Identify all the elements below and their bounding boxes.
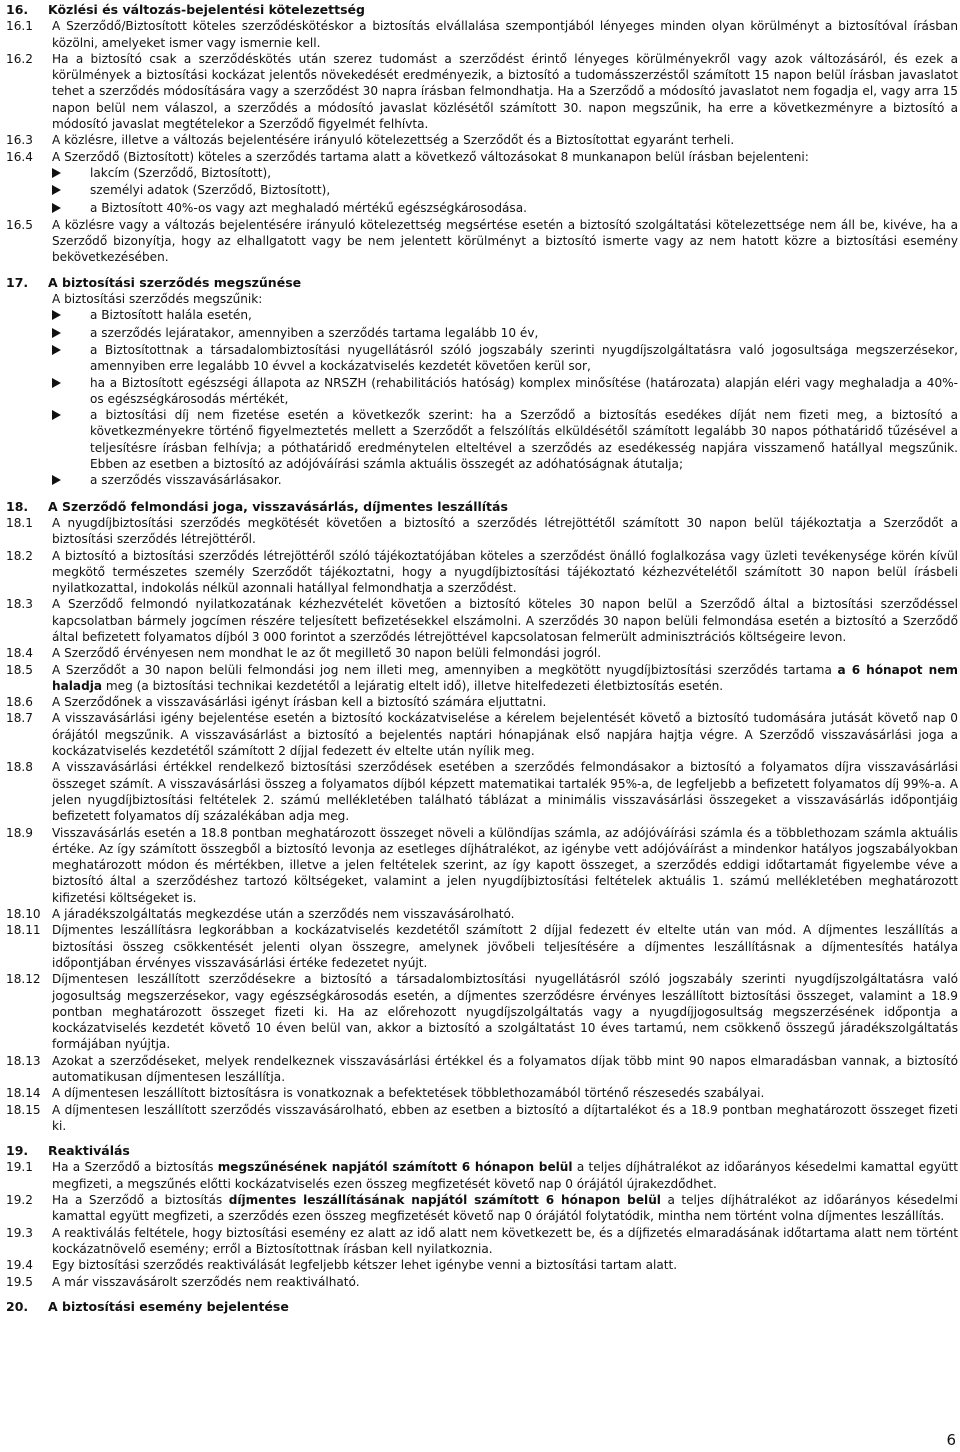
paragraph-bold-text: díjmentes leszállításának napjától számított 6 hónapon belül — [228, 1193, 661, 1208]
list-item — [52, 182, 958, 199]
section-heading-20 — [6, 1299, 958, 1315]
paragraph-text: A visszavásárlási igény bejelentése esetén a biztosító kockázatviselése a kérelem bejelentését követő a biztosító tudomására jutását követő nap 0 órájától megszűnik. A visszavásárlást a biztosító a bejelentés naptári hónapjának első napjára hajtja végre. A Szerződő visszavásárlási joga a kockázatviselés kezdetétől számított 2 díjjal fedezett év eltelte után nyílik meg. — [52, 711, 958, 759]
paragraph-16-4 — [6, 149, 958, 165]
paragraph-text: A járadékszolgáltatás megkezdése után a szerződés nem visszavásárolható. — [52, 907, 515, 922]
paragraph-number: 19.2 — [6, 1193, 33, 1208]
paragraph-18-10 — [6, 906, 958, 922]
list-item — [52, 307, 958, 324]
paragraph-text: A már visszavásárolt szerződés nem reaktiválható. — [52, 1274, 360, 1289]
paragraph-18-12 — [6, 971, 958, 1052]
paragraph-text: A nyugdíjbiztosítási szerződés megkötését követően a biztosító a szerződés létrejöttétől számított 30 napon belül tájékoztatja a Szerződőt a biztosítási szerződés létrejöttéről. — [52, 515, 958, 547]
paragraph-18-7 — [6, 710, 958, 759]
paragraph-number: 18.5 — [6, 662, 33, 677]
paragraph-number: 18.1 — [6, 515, 33, 530]
paragraph-18-8 — [6, 759, 958, 824]
paragraph-18-15 — [6, 1102, 958, 1135]
paragraph-number: 19.4 — [6, 1258, 33, 1273]
paragraph-18-14 — [6, 1085, 958, 1101]
paragraph-18-4 — [6, 645, 958, 661]
arrow-bullet-icon — [52, 407, 90, 472]
section-title: Reaktiválás — [48, 1143, 130, 1159]
list-item — [52, 472, 958, 489]
paragraph-18-6 — [6, 694, 958, 710]
arrow-bullet-icon — [52, 472, 90, 489]
paragraph-text: Egy biztosítási szerződés reaktiválását legfeljebb kétszer lehet igénybe venni a biztosítási tartam alatt. — [52, 1258, 678, 1273]
paragraph-bold-text: megszűnésének napjától számított 6 hónapon belül — [217, 1160, 573, 1175]
list-item-text: a Biztosított halála esetén, — [90, 308, 252, 323]
section-heading-17 — [6, 275, 958, 291]
paragraph-18-2 — [6, 548, 958, 597]
paragraph-number: 18.6 — [6, 695, 33, 710]
paragraph-bold-text: a 6 hónapot nem haladja — [52, 662, 958, 693]
list-item — [52, 165, 958, 182]
paragraph-text: Visszavásárlás esetén a 18.8 pontban meghatározott összeget növeli a különdíjas számla, az adójóváírási számla és a többlethozam számla aktuális értéke. Az így számított összegből a biztosító levonja az esetleges díjhátralékot, az igénybe vett adójóváírást a mindenkor hatályos jogszabályokban meghatározott módon és mértékben, illetve a jelen feltételek szerint, az így kapott összeget, a szerződés eddigi időtartamát figyelembe véve a biztosító által a szerződéshez tartozó költségeket, valamint a jelen nyugdíjbiztosítási feltételek aktuális 1. számú mellékletében meghatározott kifizetési költségeket is. — [52, 825, 958, 905]
page-number: 6 — [946, 1430, 956, 1449]
paragraph-text — [52, 1192, 958, 1225]
paragraph-18-13 — [6, 1053, 958, 1086]
paragraph-18-11 — [6, 922, 958, 971]
paragraph-text — [52, 662, 958, 695]
section-number: 17. — [6, 274, 29, 290]
section-title: Közlési és változás-bejelentési kötelezettség — [48, 2, 365, 17]
paragraph-number: 18.10 — [6, 907, 41, 922]
paragraph-number: 16.1 — [6, 19, 33, 34]
paragraph-19-5 — [6, 1274, 958, 1290]
paragraph-text-part: Ha a Szerződő a biztosítás — [52, 1160, 218, 1175]
paragraph-text: A reaktiválás feltétele, hogy biztosítási esemény ez alatt az idő alatt nem következett be, és a díjfizetés elmaradásának időtartama alatt nem történt kockázatnövelő esemény; erről a Biztosítottnak írásban kell nyilatkoznia. — [52, 1225, 958, 1256]
section-number: 16. — [6, 2, 29, 17]
paragraph-text: A visszavásárlási értékkel rendelkező biztosítási szerződések esetében a szerződés felmondásakor a biztosító a folyamatos díjra visszavásárlási összeget számít. A visszavásárlási összeg a folyamatos díjból képzett matematikai tartalék 95%-a, de legfeljebb a befizetett folyamatos díj 99%-a. A jelen nyugdíjbiztosítási feltételek 2. számú mellékletében található táblázat a minimális visszavásárlási összegeket a visszavásárlás időpontjáig befizetett folyamatos díj százalékában adja meg. — [52, 760, 958, 824]
section-intro: A biztosítási szerződés megszűnik: — [52, 292, 263, 307]
paragraph-text-part: A Szerződőt a 30 napon belüli felmondási jog nem illeti meg, amennyiben a megkötött nyugdíjbiztosítási szerződés tartama — [52, 662, 838, 677]
paragraph-text: Azokat a szerződéseket, melyek rendelkeznek visszavásárlási értékkel és a folyamatos díjak több mint 90 napos elmaradásban vannak, a biztosító automatikusan díjmentesen leszállítja. — [52, 1053, 958, 1084]
paragraph-number: 19.5 — [6, 1274, 33, 1289]
section-heading-16 — [6, 2, 958, 18]
section-heading-19 — [6, 1143, 958, 1159]
list-item-text: személyi adatok (Szerződő, Biztosított), — [90, 183, 331, 198]
paragraph-16-3 — [6, 132, 958, 148]
paragraph-text: Díjmentesen leszállított szerződésekre a biztosító a társadalombiztosítási nyugellátásról szóló jogszabály szerinti nyugdíjszolgáltatásra való jogosultság megszerzésekor, vagy egészségkárosodás esetén, a díjmentes szerződésre érvényes leszállított biztosítási összeget, valamint a 18.9 pontban meghatározott összeget fizeti ki. Ha az előrehozott nyugdíjszolgáltatás vagy a nyugdíjjogosultság megszerzésének időpontja a kockázatviselés kezdetét követő 10 éven belül van, akkor a biztosító a szolgáltatást 10 éves tartamú, nem csökkenő összegű járadékszolgáltatás formájában nyújtja. — [52, 972, 958, 1052]
paragraph-number: 18.2 — [6, 548, 33, 563]
paragraph-text: A közlésre vagy a változás bejelentésére irányuló kötelezettség megsértése esetén a biztosító szolgáltatási kötelezettsége nem áll be, kivéve, ha a Szerződő bizonyítja, hogy az elhallgatott vagy be nem jelentett körülményt a biztosító ismerte vagy az nem hatott közre a biztosítási esemény bekövetkezésében. — [52, 217, 958, 265]
paragraph-18-9 — [6, 825, 958, 906]
paragraph-number: 16.4 — [6, 149, 33, 164]
list-item-text: a szerződés visszavásárlásakor. — [90, 473, 282, 488]
list-item — [52, 325, 958, 342]
paragraph-text: A Szerződő/Biztosított köteles szerződéskötéskor a biztosítás elvállalása szempontjából lényeges minden olyan körülményt a biztosítóval írásban közölni, amelyeket ismer vagy ismernie kell. — [52, 19, 958, 50]
paragraph-number: 16.5 — [6, 217, 33, 232]
paragraph-text: A Szerződőnek a visszavásárlási igényt írásban kell a biztosító számára eljuttatni. — [52, 695, 547, 710]
paragraph-text: Díjmentes leszállításra legkorábban a kockázatviselés kezdetétől számított 2 díjjal fedezett év eltelte után van mód. A díjmentes leszállítás a biztosítási összeg csökkentését jelenti olyan összegre, amelynek jövőbeli teljesítésére a díjmentes leszállításnak a díjmentesítés hatálya időpontjában érvényes visszavásárlási értéke fedezetet nyújt. — [52, 923, 958, 970]
list-item-text: lakcím (Szerződő, Biztosított), — [90, 165, 272, 180]
paragraph-text: A közlésre, illetve a változás bejelentésére irányuló kötelezettség a Szerződőt és a Biztosítottat egyaránt terheli. — [52, 133, 735, 148]
paragraph-number: 18.9 — [6, 825, 33, 840]
paragraph-number: 18.11 — [6, 923, 41, 938]
paragraph-text-part: Ha a Szerződő a biztosítás — [52, 1193, 229, 1208]
paragraph-text-part: meg (a biztosítási technikai kezdetétől a lejáratig eltelt idő), illetve hitelfedezeti életbiztosítás esetén. — [102, 678, 724, 693]
paragraph-number: 18.14 — [6, 1086, 41, 1101]
paragraph-18-5 — [6, 662, 958, 695]
paragraph-text: A díjmentesen leszállított biztosításra is vonatkoznak a befektetések többlethozamából történő részesedés szabályai. — [52, 1086, 765, 1101]
arrow-bullet-icon — [52, 165, 90, 182]
list-item-text: a Biztosított 40%-os vagy azt meghaladó mértékű egészségkárosodása. — [90, 200, 527, 215]
section-number: 19. — [6, 1143, 29, 1159]
list-item-text: a biztosítási díj nem fizetése esetén a következők szerint: ha a Szerződő a biztosítás esedékes díját nem fizeti meg, a biztosító a következményekre történő figyelmeztetés mellett a Szerződőt a felszólítás elküldésétől számított legalább 30 napos póthatáridő tűzésével a teljesítésre írásban felhívja; a póthatáridő eredménytelen elteltével a szerződés az esedékesség napjára visszamenő hatállyal megszűnik. Ebben az esetben a biztosító az adójóváírási számla aktuális összegét az adóhatóságnak átutalja; — [90, 408, 958, 472]
paragraph-text-part: a teljes díjhátralékot az időarányos késedelmi kamattal együtt megfizeti, a megszűnés előtti kockázatviselés ezen összeg megfizetését követő nap 0 órájától újrakezdődhet. — [52, 1160, 959, 1191]
paragraph-number: 18.3 — [6, 597, 33, 612]
list-item — [52, 375, 958, 408]
paragraph-19-2 — [6, 1192, 958, 1225]
section-title: A Szerződő felmondási joga, visszavásárlás, díjmentes leszállítás — [48, 498, 508, 514]
paragraph-number: 19.3 — [6, 1225, 33, 1240]
paragraph-number: 18.8 — [6, 760, 33, 775]
paragraph-18-1 — [6, 515, 958, 548]
paragraph-number: 18.13 — [6, 1053, 41, 1068]
section-number: 18. — [6, 498, 29, 514]
list-item — [52, 342, 958, 375]
paragraph-text: A Szerződő felmondó nyilatkozatának kézhezvételét követően a biztosító köteles 30 napon belül a Szerződő által a biztosítási szerződéssel kapcsolatban bármely jogcímen részére teljesített befizetésekkel elszámolni. A szerződés 30 napon belüli felmondása esetén a biztosító a Szerződő által befizetett folyamatos díjból 3 000 forintot a szerződés létrejöttével kapcsolatosan felmerült adminisztrációs költségeire levon. — [52, 597, 958, 644]
paragraph-text: A díjmentesen leszállított szerződés visszavásárolható, ebben az esetben a biztosító a díjtartalékot és a 18.9 pontban meghatározott összeget fizeti ki. — [52, 1102, 958, 1133]
paragraph-number: 18.15 — [6, 1102, 41, 1117]
section-heading-18 — [6, 499, 958, 515]
list-item — [52, 200, 958, 217]
paragraph-19-3 — [6, 1225, 958, 1258]
paragraph-19-4 — [6, 1257, 958, 1273]
paragraph-number: 18.12 — [6, 972, 41, 987]
paragraph-text: A biztosító a biztosítási szerződés létrejöttéről szóló tájékoztatójában köteles a szerződést önálló foglalkozása vagy üzleti tevékenysége körén kívül megkötő természetes személy Szerződőt tájékoztatni, hogy a nyugdíjbiztosítási tájékoztató kézhezvételétől számított 30 napon belül írásbeli nyilatkozattal, indokolás nélkül azonnali hatállyal felmondhatja a szerződést. — [52, 548, 958, 596]
paragraph-18-3 — [6, 596, 958, 645]
list-item-text: a szerződés lejáratakor, amennyiben a szerződés tartama legalább 10 év, — [90, 325, 539, 340]
paragraph-19-1 — [6, 1159, 958, 1192]
section-number: 20. — [6, 1298, 29, 1314]
arrow-bullet-icon — [52, 307, 90, 324]
arrow-bullet-icon — [52, 375, 90, 408]
list-item — [52, 407, 958, 472]
paragraph-number: 18.7 — [6, 711, 33, 726]
paragraph-text: Ha a biztosító csak a szerződéskötés után szerez tudomást a szerződést érintő lényeges körülményekről vagy azok változásáról, és ezek a körülmények a biztosítási kockázat jelentős növekedését eredményezik, a biztosító a tudomásszerzéstől számított 15 napon belül írásban javaslatot tehet a szerződés módosítására vagy a szerződést 30 napra írásban felmondhatja. Ha a Szerződő a módosító javaslatot nem fogadja el, vagy arra 15 napon belül nem válaszol, a szerződés a módosító javaslat közlésétől számított 30. napon megszűnik, ha erre a következményre a biztosító a módosító javaslat megtételekor a Szerződő figyelmét felhívta. — [52, 51, 958, 132]
list-item-text: ha a Biztosított egészségi állapota az NRSZH (rehabilitációs hatóság) komplex minősítése (határozata) alapján eléri vagy meghaladja a 40%-os egészségkárosodás mértékét, — [90, 375, 958, 406]
paragraph-16-2 — [6, 51, 958, 132]
paragraph-number: 16.3 — [6, 133, 33, 148]
section-title: A biztosítási esemény bejelentése — [48, 1298, 289, 1314]
arrow-bullet-icon — [52, 342, 90, 375]
paragraph-number: 16.2 — [6, 51, 33, 66]
paragraph-16-5 — [6, 217, 958, 266]
paragraph-number: 18.4 — [6, 646, 33, 661]
paragraph-text-part: a teljes díjhátralékot az időarányos késedelmi kamattal együtt megfizeti, a szerződés ezen összeg megfizetését követő nap 0 órájától folytatódik, mintha nem történt volna díjmentes leszállítás. — [52, 1193, 958, 1224]
paragraph-16-1 — [6, 18, 958, 51]
paragraph-text: A Szerződő (Biztosított) köteles a szerződés tartama alatt a következő változásokat 8 munkanapon belül írásban bejelenteni: — [52, 149, 809, 164]
section-title: A biztosítási szerződés megszűnése — [48, 274, 302, 290]
arrow-bullet-icon — [52, 200, 90, 217]
arrow-bullet-icon — [52, 325, 90, 342]
document-content — [6, 0, 958, 1315]
arrow-bullet-icon — [52, 182, 90, 199]
list-item-text: a Biztosítottnak a társadalombiztosítási nyugellátásról szóló jogszabály szerinti nyugdíjszolgáltatásra való jogosultsága megszerzésekor, amennyiben erre legalább 10 évvel a kockázatviselés kezdetét követően kerül sor, — [90, 342, 958, 374]
paragraph-text — [52, 1159, 958, 1192]
paragraph-number: 19.1 — [6, 1160, 33, 1175]
paragraph-text: A Szerződő érvényesen nem mondhat le az őt megillető 30 napon belüli felmondási jogról. — [52, 646, 602, 661]
